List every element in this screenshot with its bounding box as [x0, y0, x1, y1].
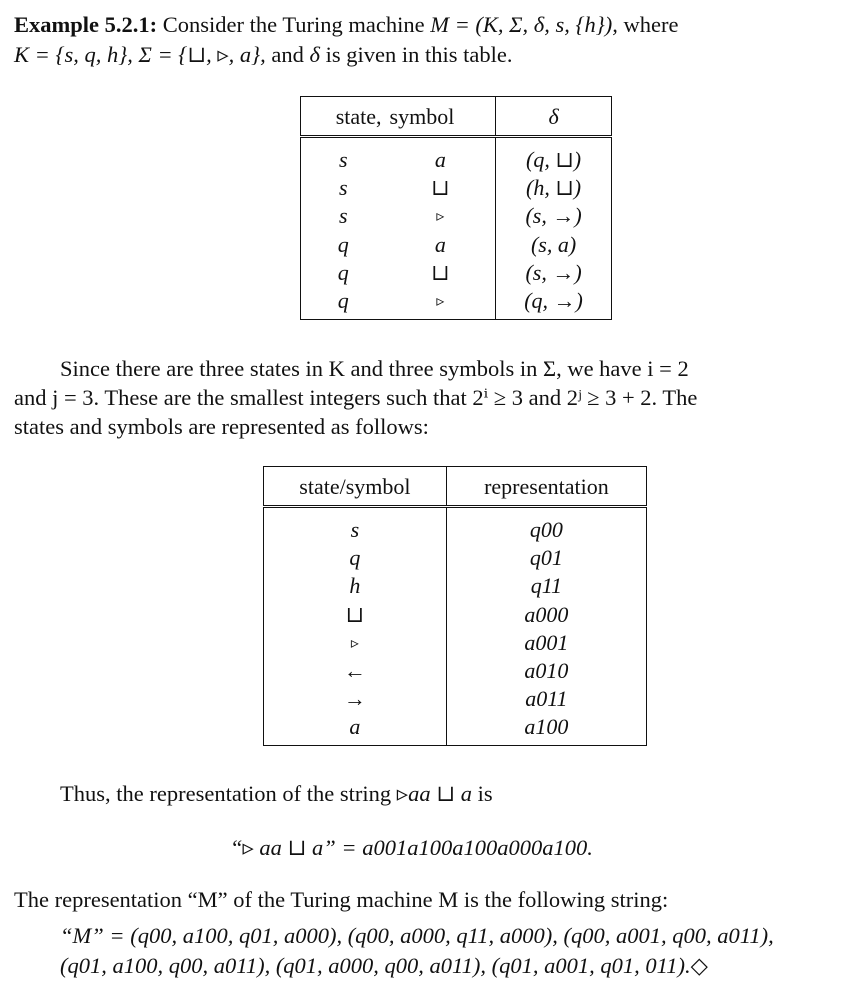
representation-cell: q01 — [446, 544, 646, 572]
intro-end: where — [623, 12, 679, 37]
symbol-cell: ← — [343, 657, 366, 683]
state-cell: q — [337, 259, 349, 285]
table-row — [301, 287, 612, 320]
delta-cell: (s, →) — [496, 259, 612, 287]
representation-table-header — [264, 467, 647, 507]
table-row — [264, 629, 647, 657]
para3 — [60, 779, 493, 808]
delta-cell: (s, a) — [496, 231, 612, 259]
intro-line-2 — [14, 40, 512, 69]
alphabet-sigma: Σ = {⊔, ▹, a}, — [138, 42, 266, 67]
symbol-cell: a — [434, 231, 446, 257]
state-cell: q — [337, 231, 349, 257]
state-cell: s — [338, 203, 348, 229]
header-representation: representation — [446, 467, 646, 507]
symbol-cell: ▹ — [350, 632, 359, 652]
para3-string: ▹aa ⊔ a — [396, 781, 472, 806]
header-state: state, — [301, 97, 386, 137]
string-representation-equation: “▹ aa ⊔ a” = a001a100a100a000a100. — [230, 835, 593, 860]
state-cell: s — [338, 175, 348, 201]
intro-given: is given in this table. — [325, 42, 513, 67]
table-row — [264, 657, 647, 685]
state-cell: s — [338, 147, 348, 173]
example-label: Example 5.2.1: — [14, 12, 158, 37]
delta-cell: (q, ⊔) — [496, 137, 612, 175]
representation-cell: a000 — [446, 601, 646, 629]
symbol-cell: q — [349, 545, 361, 571]
representation-cell: q00 — [446, 507, 646, 545]
transition-table-header — [301, 97, 612, 137]
table-row — [301, 202, 612, 230]
table-row — [264, 544, 647, 572]
delta-cell: (s, →) — [496, 202, 612, 230]
intro-line-1 — [14, 10, 678, 39]
header-state-symbol: state/symbol — [264, 467, 447, 507]
header-delta: δ — [496, 97, 612, 137]
state-cell: q — [337, 287, 349, 313]
symbol-cell: ⊔ — [345, 601, 365, 627]
representation-table — [263, 466, 647, 746]
header-symbol: symbol — [386, 97, 496, 137]
symbol-cell: a — [434, 147, 446, 173]
para2-line-2: and j = 3. These are the smallest integers such that 2ⁱ ≥ 3 and 2ʲ ≥ 3 + 2. The — [14, 385, 698, 410]
representation-cell: a010 — [446, 657, 646, 685]
table-row — [301, 137, 612, 175]
table-row — [301, 259, 612, 287]
table-row — [264, 507, 647, 545]
delta-cell: (q, →) — [496, 287, 612, 320]
table-row — [264, 601, 647, 629]
symbol-cell: h — [349, 573, 361, 599]
para2-line-3: states and symbols are represented as follows: — [14, 414, 429, 439]
representation-cell: a011 — [446, 685, 646, 713]
symbol-cell: ▹ — [436, 206, 445, 226]
table-row — [264, 572, 647, 600]
symbol-cell: ⊔ — [431, 175, 450, 201]
table-row — [301, 231, 612, 259]
para3-text: Thus, the representation of the string — [60, 781, 392, 806]
table-row — [264, 713, 647, 746]
representation-cell: a001 — [446, 629, 646, 657]
machine-encoding-line-2: (q01, a100, q00, a011), (q01, a000, q00, a011), (q01, a001, q01, 011).◇ — [60, 953, 708, 978]
representation-cell: a100 — [446, 713, 646, 746]
table-row — [301, 174, 612, 202]
symbol-cell: a — [349, 714, 361, 740]
symbol-cell: ▹ — [436, 290, 445, 310]
symbol-cell: ⊔ — [431, 259, 450, 285]
para4-text: The representation “M” of the Turing machine M is the following string: — [14, 887, 669, 912]
machine-encoding-line-1: “M” = (q00, a100, q01, a000), (q00, a000, q11, a000), (q00, a001, q00, a011), — [60, 923, 774, 948]
intro-math: M = (K, Σ, δ, s, {h}), — [430, 12, 618, 37]
representation-cell: q11 — [446, 572, 646, 600]
set-k: K = {s, q, h}, — [14, 42, 133, 67]
symbol-cell: s — [350, 517, 360, 543]
intro-text: Consider the Turing machine — [162, 12, 425, 37]
delta-cell: (h, ⊔) — [496, 174, 612, 202]
symbol-cell: → — [343, 686, 366, 712]
table-row — [264, 685, 647, 713]
transition-table — [300, 96, 612, 320]
intro-and: and — [271, 42, 304, 67]
para2-line-1: Since there are three states in K and three symbols in Σ, we have i = 2 — [60, 356, 689, 381]
para3-end: is — [477, 781, 493, 806]
delta-symbol: δ — [309, 42, 320, 67]
